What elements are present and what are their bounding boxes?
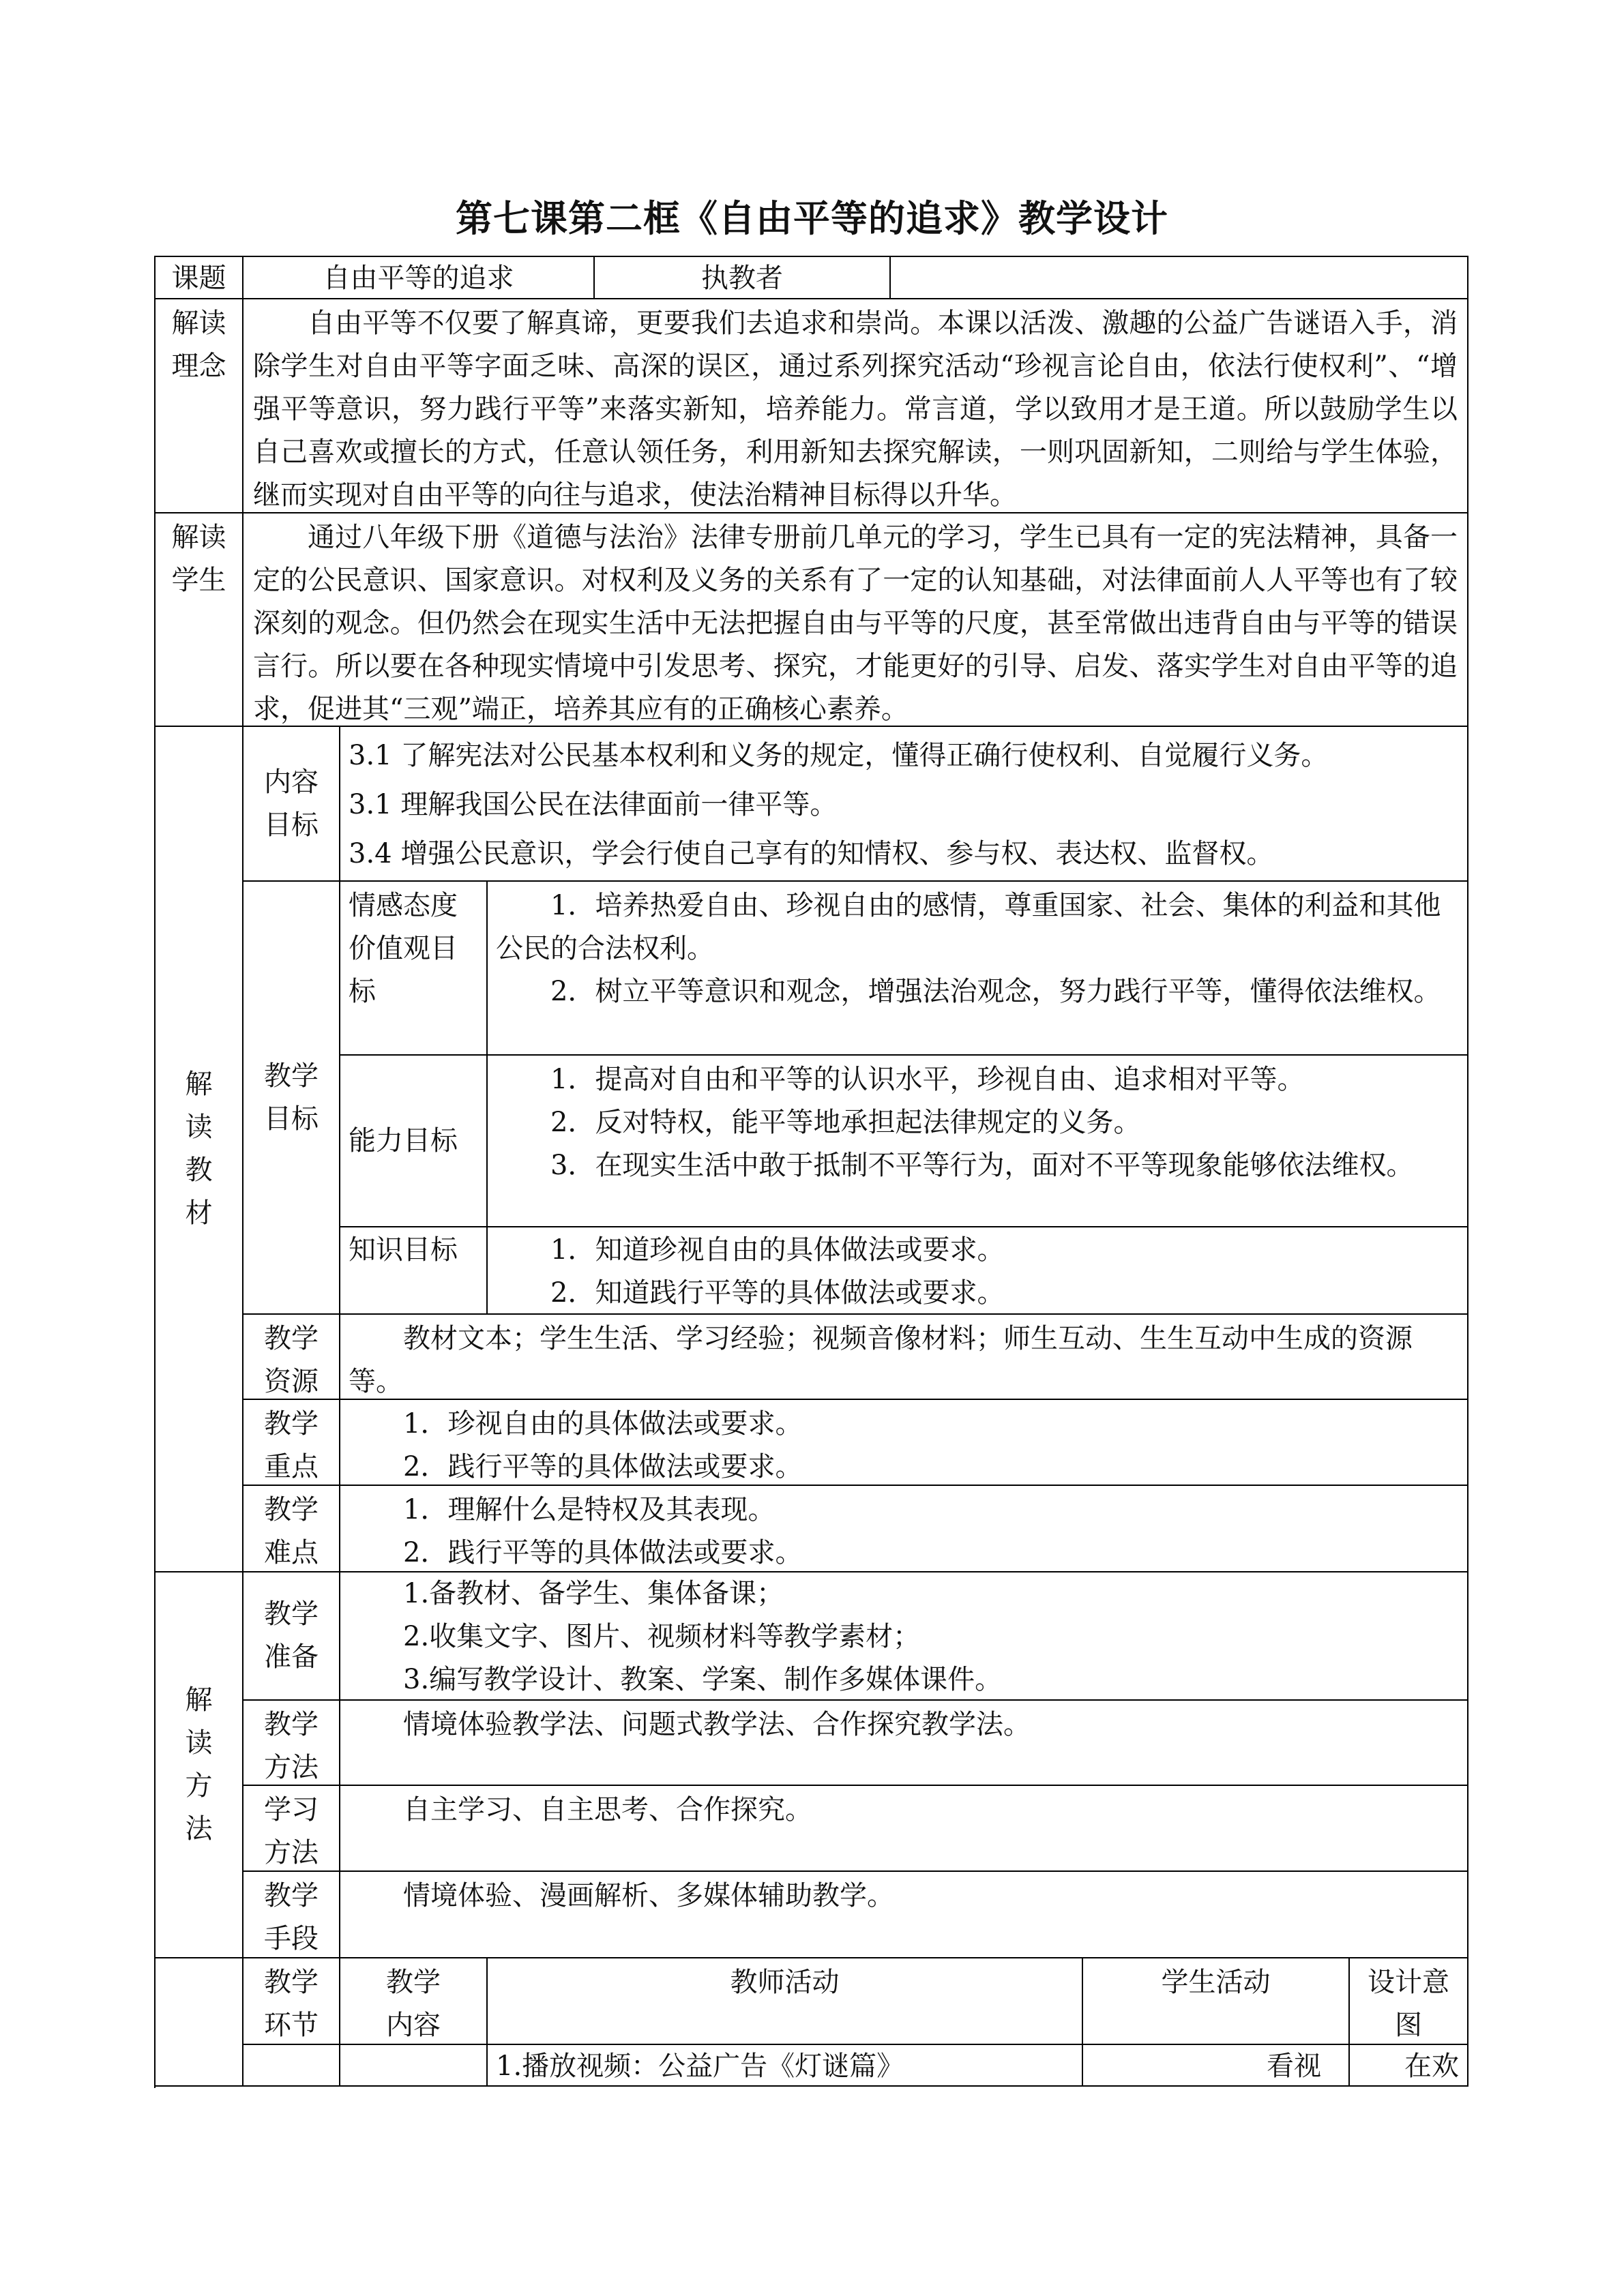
learning-method-label: 学习 方法 (243, 1786, 340, 1872)
stage-header: 教学 环节 (243, 1958, 340, 2045)
emotion-goal-label: 情感态度 价值观目 标 (340, 882, 488, 1056)
ability-goal-item: 1．提高对自由和平等的认识水平，珍视自由、追求相对平等。 (550, 1064, 1305, 1095)
document-title: 第七课第二框《自由平等的追求》教学设计 (456, 197, 1168, 240)
difficulty-item: 1．理解什么是特权及其表现。 (403, 1494, 776, 1525)
key-points-label: 教学 重点 (243, 1400, 340, 1486)
textbook-section-label: 解 读 教 材 (156, 727, 243, 1572)
resources-label: 教学 资源 (243, 1315, 340, 1400)
students-text: 通过八年级下册《道德与法治》法律专册前几单元的学习，学生已具有一定的宪法精神，具备一定的公民意识、国家意识。对权利及义务的关系有了一定的认知基础，对法律面前人人平等也有了较深刻的观念。但仍然会在现实生活中无法把握自由与平等的尺度，甚至常做出违背自由与平等的错误言行。所以要在各种现实情境中引发思考、探究，才能更好的引导、启发、落实学生对自由平等的追求，促进其“三观”端正，培养其应有的正确核心素养。 (243, 513, 1468, 727)
content-header: 教学 内容 (340, 1958, 488, 2045)
key-point-item: 1．珍视自由的具体做法或要求。 (403, 1408, 803, 1440)
prep-item: 1.备教材、备学生、集体备课； (403, 1578, 784, 1609)
knowledge-goal-label: 知识目标 (340, 1227, 488, 1315)
concept-text: 自由平等不仅要了解真谛，更要我们去追求和崇尚。本课以活泼、激趣的公益广告谜语入手，消除学生对自由平等字面乏味、高深的误区，通过系列探究活动“珍视言论自由，依法行使权利”、“增强平等意识，努力践行平等”来落实新知，培养能力。常言道，学以致用才是王道。所以鼓励学生以自己喜欢或擅长的方式，任意认领任务，利用新知去探究解读，一则巩固新知，二则给与学生体验，继而实现对自由平等的向往与追求，使法治精神目标得以升华。 (243, 299, 1468, 513)
method-section-label: 解 读 方 法 (156, 1572, 243, 1958)
content-goal-list (340, 727, 1468, 882)
learning-method-text: 自主学习、自主思考、合作探究。 (340, 1786, 1468, 1872)
lesson-plan-table (154, 256, 1468, 2088)
difficulty-item: 2．践行平等的具体做法或要求。 (403, 1537, 803, 1568)
topic-label: 课题 (156, 257, 243, 299)
process-blank-cell (156, 1958, 243, 2087)
knowledge-goal-item: 2．知道践行平等的具体做法或要求。 (550, 1277, 1005, 1309)
difficulties-label: 教学 难点 (243, 1486, 340, 1572)
ability-goal-list (488, 1056, 1468, 1227)
teacher-value (891, 257, 1468, 299)
design-intent-header: 设计意图 (1350, 1958, 1468, 2045)
emotion-goal-item: 1．培养热爱自由、珍视自由的感情，尊重国家、社会、集体的利益和其他公民的合法权利。 (496, 890, 1441, 964)
prep-list (340, 1572, 1468, 1701)
design-intent-cell: 在欢 (1350, 2045, 1468, 2087)
teacher-activity-header: 教师活动 (488, 1958, 1083, 2045)
ability-goal-label: 能力目标 (340, 1056, 488, 1227)
emotion-goal-list (488, 882, 1468, 1056)
students-label: 解读 学生 (156, 513, 243, 727)
content-goal-item: 3.1 了解宪法对公民基本权利和义务的规定，懂得正确行使权利、自觉履行义务。 (349, 740, 1329, 771)
ability-goal-item: 2．反对特权，能平等地承担起法律规定的义务。 (550, 1107, 1141, 1138)
student-activity-cell: 看视 (1083, 2045, 1350, 2087)
content-goal-item: 3.4 增强公民意识，学会行使自己享有的知情权、参与权、表达权、监督权。 (349, 838, 1274, 869)
key-points-list (340, 1400, 1468, 1486)
prep-item: 3.编写教学设计、教案、学案、制作多媒体课件。 (403, 1664, 1003, 1695)
concept-label: 解读 理念 (156, 299, 243, 513)
teaching-method-text: 情境体验教学法、问题式教学法、合作探究教学法。 (340, 1701, 1468, 1786)
teaching-method-label: 教学 方法 (243, 1701, 340, 1786)
prep-label: 教学 准备 (243, 1572, 340, 1701)
process-stage-cell (243, 2045, 340, 2087)
student-activity-header: 学生活动 (1083, 1958, 1350, 2045)
means-text: 情境体验、漫画解析、多媒体辅助教学。 (340, 1872, 1468, 1958)
resources-text: 教材文本；学生生活、学习经验；视频音像材料；师生互动、生生互动中生成的资源等。 (340, 1315, 1468, 1400)
topic-value: 自由平等的追求 (243, 257, 595, 299)
content-goal-item: 3.1 理解我国公民在法律面前一律平等。 (349, 789, 838, 820)
teaching-goal-label: 教学 目标 (243, 882, 340, 1315)
prep-item: 2.收集文字、图片、视频材料等教学素材； (403, 1621, 921, 1652)
difficulties-list (340, 1486, 1468, 1572)
process-content-cell (340, 2045, 488, 2087)
knowledge-goal-list (488, 1227, 1468, 1315)
content-goal-label: 内容 目标 (243, 727, 340, 882)
knowledge-goal-item: 1．知道珍视自由的具体做法或要求。 (550, 1234, 1005, 1266)
teacher-label: 执教者 (595, 257, 891, 299)
emotion-goal-item: 2．树立平等意识和观念，增强法治观念，努力践行平等，懂得依法维权。 (550, 976, 1441, 1007)
key-point-item: 2．践行平等的具体做法或要求。 (403, 1451, 803, 1482)
means-label: 教学 手段 (243, 1872, 340, 1958)
ability-goal-item: 3．在现实生活中敢于抵制不平等行为，面对不平等现象能够依法维权。 (550, 1150, 1414, 1181)
teacher-activity-cell: 1.播放视频：公益广告《灯谜篇》 (488, 2045, 1083, 2087)
